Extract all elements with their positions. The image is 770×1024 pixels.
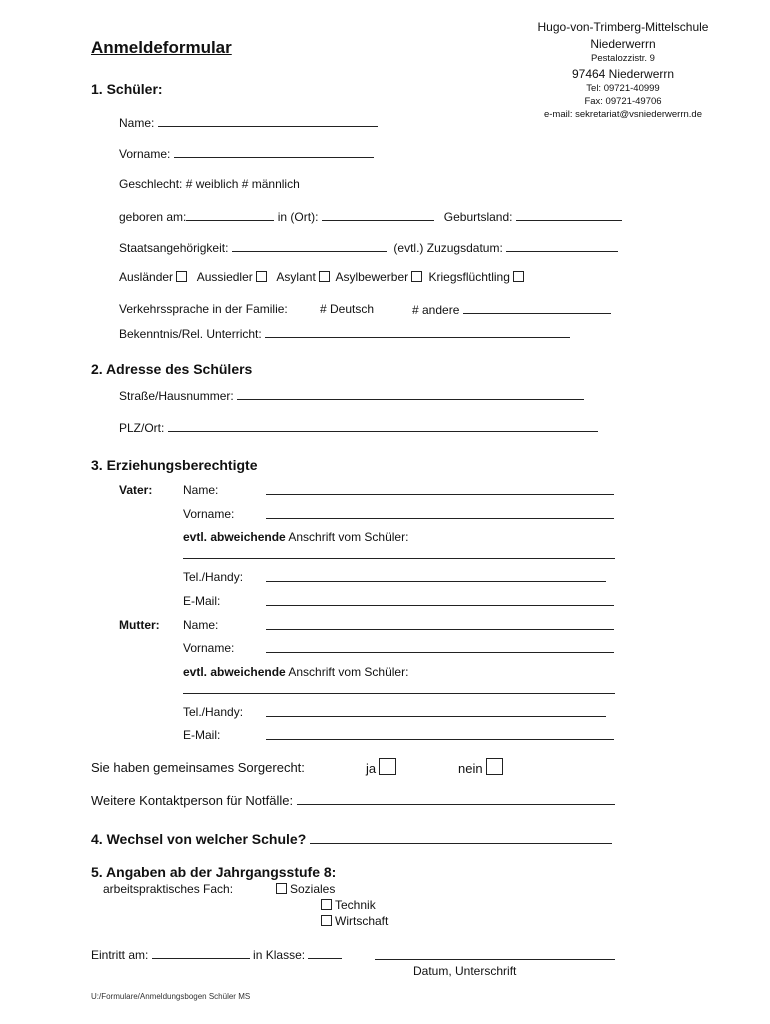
fach-wirtschaft-checkbox[interactable]: [321, 915, 332, 926]
birth-row: [119, 209, 622, 224]
fach-soziales-checkbox[interactable]: [276, 883, 287, 894]
vater-label: Vater:: [119, 483, 153, 497]
section3-heading: 3. Erziehungsberechtigte: [91, 457, 258, 473]
section1-heading: 1. Schüler:: [91, 81, 163, 97]
fach-soziales-row: [273, 882, 335, 896]
eintritt-row: [91, 947, 342, 962]
vater-email-label: E-Mail:: [183, 594, 221, 608]
staat-label: Staatsangehörigkeit:: [119, 241, 229, 255]
eintritt-label: Eintritt am:: [91, 948, 149, 962]
geburtsland-label: Geburtsland:: [443, 210, 513, 224]
section5-heading: 5. Angaben ab der Jahrgangsstufe 8:: [91, 864, 337, 880]
status-asylant-checkbox[interactable]: [319, 271, 330, 282]
mutter-name-label: Name:: [183, 618, 219, 632]
vater-tel-label: Tel./Handy:: [183, 570, 244, 584]
vater-vorname-label: Vorname:: [183, 507, 235, 521]
status-asylbewerber-label: Asylbewerber: [335, 270, 409, 284]
school-street: Pestalozzistr. 9: [591, 53, 655, 64]
sorgerecht-question: Sie haben gemeinsames Sorgerecht:: [91, 760, 305, 775]
school-place: Niederwerrn: [590, 37, 656, 51]
vater-name-label: Name:: [183, 483, 219, 497]
footer-path: U:/Formulare/Anmeldungsbogen Schüler MS: [91, 992, 251, 1001]
student-name-field[interactable]: [158, 115, 378, 127]
bekenntnis-row: [119, 326, 570, 341]
strasse-field[interactable]: [237, 388, 584, 400]
mutter-email-field[interactable]: [266, 728, 614, 740]
status-asylbewerber-checkbox[interactable]: [411, 271, 422, 282]
kontakt-field[interactable]: [297, 792, 615, 805]
student-geschlecht[interactable]: Geschlecht: # weiblich # männlich: [119, 177, 300, 191]
mutter-abweichend-bold: evtl. abweichende: [183, 665, 286, 679]
verkehr-andere-field[interactable]: [463, 302, 611, 314]
status-kriegsfluechtling-label: Kriegsflüchtling: [428, 270, 510, 284]
zuzug-label: (evtl.) Zuzugsdatum:: [393, 241, 503, 255]
mutter-anschrift-field[interactable]: [183, 682, 615, 694]
sorgerecht-nein-label: nein: [458, 761, 483, 776]
sorgerecht-ja-label: ja: [366, 761, 377, 776]
school-tel: Tel: 09721-40999: [586, 83, 660, 94]
mutter-email-label: E-Mail:: [183, 728, 221, 742]
plz-label: PLZ/Ort:: [119, 421, 165, 435]
plz-row: [119, 420, 598, 435]
verkehr-label: Verkehrssprache in der Familie:: [119, 302, 288, 316]
nationality-row: [119, 240, 618, 255]
fach-wirtschaft-label: Wirtschaft: [335, 914, 389, 928]
school-city: 97464 Niederwerrn: [571, 67, 675, 81]
mutter-tel-label: Tel./Handy:: [183, 705, 244, 719]
mutter-tel-field[interactable]: [266, 705, 606, 717]
fach-technik-checkbox[interactable]: [321, 899, 332, 910]
vater-vorname-field[interactable]: [266, 507, 614, 519]
verkehr-deutsch[interactable]: # Deutsch: [320, 302, 375, 316]
sorgerecht-nein-checkbox[interactable]: [486, 758, 503, 775]
geboren-field[interactable]: [186, 209, 274, 221]
vater-anschrift-field[interactable]: [183, 547, 615, 559]
status-auslaender-checkbox[interactable]: [176, 271, 187, 282]
mutter-vorname-label: Vorname:: [183, 641, 235, 655]
strasse-label: Straße/Hausnummer:: [119, 389, 234, 403]
section4-heading: 4. Wechsel von welcher Schule?: [91, 831, 307, 847]
status-asylant-label: Asylant: [276, 270, 316, 284]
kontakt-row: [91, 792, 615, 808]
school-name: Hugo-von-Trimberg-Mittelschule: [537, 20, 709, 34]
klasse-field[interactable]: [308, 947, 342, 959]
page-title: Anmeldeformular: [91, 38, 232, 57]
fach-wirtschaft-row: [318, 914, 388, 928]
verkehr-andere-row: [412, 302, 611, 317]
student-vorname-field[interactable]: [174, 146, 374, 158]
status-aussiedler-checkbox[interactable]: [256, 271, 267, 282]
sorgerecht-ja-checkbox[interactable]: [379, 758, 396, 775]
signature-field[interactable]: [375, 948, 615, 960]
vater-abweichend-bold: evtl. abweichende: [183, 530, 286, 544]
student-vorname-row: [119, 146, 374, 161]
bekenntnis-field[interactable]: [265, 326, 570, 338]
fach-soziales-label: Soziales: [290, 882, 336, 896]
geboren-label: geboren am:: [119, 210, 187, 224]
plz-field[interactable]: [168, 420, 598, 432]
section4-field[interactable]: [310, 830, 612, 844]
vater-tel-field[interactable]: [266, 570, 606, 582]
staat-field[interactable]: [232, 240, 387, 252]
status-aussiedler-label: Aussiedler: [196, 270, 253, 284]
fach-technik-label: Technik: [335, 898, 376, 912]
fach-technik-row: [318, 898, 376, 912]
mutter-abweichend-label: [183, 665, 408, 679]
bekenntnis-label: Bekenntnis/Rel. Unterricht:: [119, 327, 262, 341]
ort-label: in (Ort):: [277, 210, 319, 224]
vater-abweichend-rest: Anschrift vom Schüler:: [285, 530, 409, 544]
school-email: e-mail: sekretariat@vsniederwerrn.de: [543, 109, 702, 120]
kontakt-label: Weitere Kontaktperson für Notfälle:: [91, 793, 294, 808]
signature-label: Datum, Unterschrift: [413, 964, 517, 978]
fach-label: arbeitspraktisches Fach:: [103, 882, 234, 896]
mutter-label: Mutter:: [119, 618, 160, 632]
ort-field[interactable]: [322, 209, 434, 221]
section2-heading: 2. Adresse des Schülers: [91, 361, 253, 377]
section4-row: [91, 830, 612, 847]
status-row: [119, 270, 527, 284]
vater-name-field[interactable]: [266, 483, 614, 495]
geburtsland-field[interactable]: [516, 209, 622, 221]
strasse-row: [119, 388, 584, 403]
status-auslaender-label: Ausländer: [119, 270, 174, 284]
zuzug-field[interactable]: [506, 240, 618, 252]
student-name-label: Name:: [119, 116, 155, 130]
sorgerecht-ja-row: [366, 758, 396, 776]
eintritt-field[interactable]: [152, 947, 250, 959]
klasse-label: in Klasse:: [253, 948, 306, 962]
mutter-abweichend-rest: Anschrift vom Schüler:: [285, 665, 409, 679]
mutter-name-field[interactable]: [266, 618, 614, 630]
verkehr-andere-label[interactable]: # andere: [412, 303, 460, 317]
student-vorname-label: Vorname:: [119, 147, 171, 161]
vater-email-field[interactable]: [266, 594, 614, 606]
status-kriegsfluechtling-checkbox[interactable]: [513, 271, 524, 282]
mutter-vorname-field[interactable]: [266, 641, 614, 653]
student-name-row: [119, 115, 378, 130]
school-fax: Fax: 09721-49706: [584, 96, 662, 107]
sorgerecht-nein-row: [458, 758, 503, 776]
vater-abweichend-label: [183, 530, 408, 544]
